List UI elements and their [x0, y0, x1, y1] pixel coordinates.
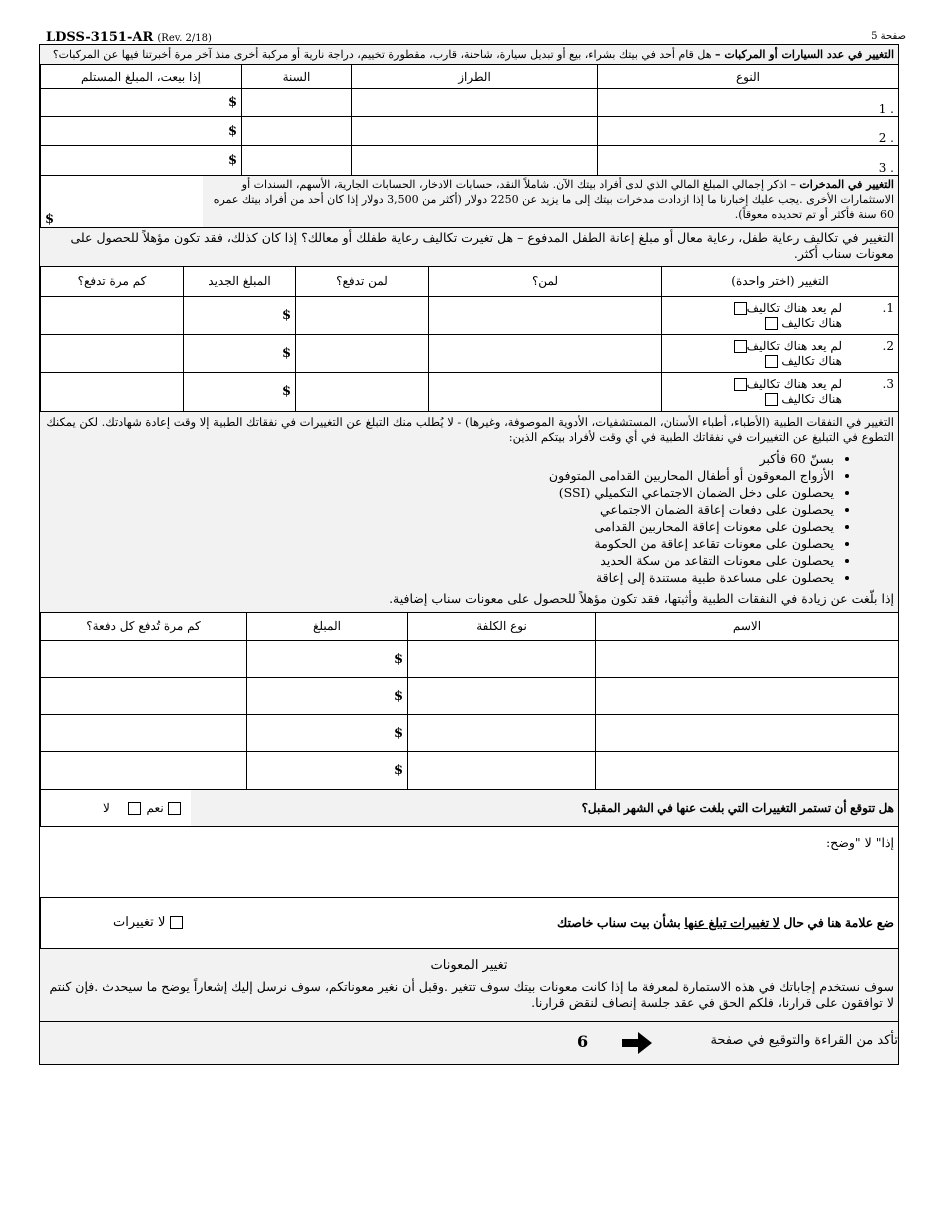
medical-amount-field[interactable]: $ — [247, 715, 408, 752]
medical-cost-type-field[interactable] — [408, 715, 596, 752]
childcare-row — [41, 373, 899, 411]
childcare-frequency-field[interactable] — [41, 297, 184, 335]
childcare-frequency-field[interactable] — [41, 335, 184, 373]
medical-col-frequency: كم مرة تُدفع كل دفعة؟ — [41, 613, 247, 641]
no-changes-label: لا تغييرات — [113, 915, 166, 930]
no-changes-checkbox[interactable] — [170, 916, 183, 929]
option-costs-checkbox[interactable] — [765, 393, 778, 406]
medical-row — [41, 641, 899, 678]
footer-text: تأكد من القراءة والتوقيع في صفحة — [710, 1032, 898, 1048]
vehicles-row-num[interactable]: . 3 — [598, 146, 899, 175]
continue-options — [41, 790, 191, 826]
medical-cost-type-field[interactable] — [408, 678, 596, 715]
yes-label: نعم — [146, 800, 164, 815]
medical-name-field[interactable] — [596, 641, 899, 678]
childcare-for-whom-field[interactable] — [429, 335, 662, 373]
vehicles-amount-field[interactable]: $ — [41, 89, 242, 117]
vehicles-row — [41, 117, 899, 146]
vehicles-model-field[interactable] — [352, 89, 598, 117]
vehicles-amount-field[interactable]: $ — [41, 146, 242, 175]
footer-page-number: 6 — [577, 1031, 589, 1051]
vehicles-model-field[interactable] — [352, 146, 598, 175]
childcare-change-cell — [662, 297, 899, 335]
benefit-change-text: سوف نستخدم إجاباتك في هذه الاستمارة لمعرفة ما إذا كانت معونات بيتك سوف تتغير .وقبل أن نغير معوناتكم، سوف نرسل إليك إشعاراً يوضح ما سيحدث .فإن كنتم لا توافقون على قرارنا، فلكم الحق في عقد جلسة إنصاف لنقض قرارنا. — [49, 978, 894, 1010]
medical-table — [40, 613, 899, 789]
medical-bullet: • يحصلون على معونات تقاعد إعاقة من الحكومة — [40, 535, 834, 552]
option-no-costs-label: لم يعد هناك تكاليف — [746, 338, 842, 353]
option-no-costs-checkbox[interactable] — [734, 378, 747, 391]
medical-intro: التغيير في النفقات الطبية (الأطباء، أطباء الأسنان، المستشفيات، الأدوية الموصوفة، وغيرها) - لا يُطلب منك التبلغ عن التغييرات في نفقاتك الطبية إلا وقت إعادة شهادتك. لكن يمكنك التطوع في التبليغ عن التغييرات في نفقاتك الطبية في أي وقت لأفراد بيتكم الذين: — [46, 414, 894, 444]
option-costs-label: هناك تكاليف — [781, 391, 842, 406]
page-label: صفحة 5 — [871, 31, 906, 42]
medical-bullet: • بسنّ 60 فأكبر — [40, 450, 834, 467]
vehicles-model-field[interactable] — [352, 117, 598, 146]
childcare-amount-field[interactable]: $ — [184, 297, 296, 335]
childcare-amount-field[interactable]: $ — [184, 373, 296, 411]
option-no-costs-label: لم يعد هناك تكاليف — [746, 300, 842, 315]
vehicles-year-field[interactable] — [242, 89, 352, 117]
option-no-costs-checkbox[interactable] — [734, 340, 747, 353]
childcare-amount-field[interactable]: $ — [184, 335, 296, 373]
medical-cost-type-field[interactable] — [408, 641, 596, 678]
vehicles-col-model: الطراز — [352, 65, 598, 89]
continue-table — [40, 790, 899, 826]
savings-text: التغيير في المدخرات – اذكر إجمالي المبلغ المالي الذي لدى أفراد بيتك الآن. شاملاً النقد، حسابات الادخار، الحسابات الجارية، الأسهم، السندات أو الاستثمارات الأخرى .يجب عليك إخبارنا ما إذا ازدادت مدخرات بيتك إلى ما يزيد عن 2250 دولار (أكثر من 3,500 دولار إذا كان أحد من أفراد بيتك عمره 60 سنة فأكثر أو تم تحديده معوقاً). — [203, 176, 899, 227]
vehicles-col-type: النوع — [598, 65, 899, 89]
medical-row — [41, 752, 899, 789]
benefit-change-title: تغيير المعونات — [430, 957, 508, 973]
childcare-pay-to-field[interactable] — [296, 335, 429, 373]
medical-name-field[interactable] — [596, 752, 899, 789]
benefit-change-section — [40, 949, 898, 1022]
childcare-intro: التغيير في تكاليف رعاية طفل، رعاية معال أو مبلغ إعانة الطفل المدفوع – هل تغيرت تكاليف رعاية طفلك أو معالك؟ إذا كان كذلك، فقد تكون مؤهلاً للحصول على معونات سناب أكثر. — [40, 228, 898, 267]
medical-bullet: • يحصلون على معونات التقاعد من سكة الحديد — [40, 552, 834, 569]
no-checkbox[interactable] — [128, 802, 141, 815]
option-costs-label: هناك تكاليف — [781, 315, 842, 330]
medical-section — [40, 412, 898, 790]
medical-row — [41, 715, 899, 752]
vehicles-col-year: السنة — [242, 65, 352, 89]
medical-amount-field[interactable]: $ — [247, 641, 408, 678]
medical-bullet-list — [40, 450, 898, 586]
vehicles-year-field[interactable] — [242, 146, 352, 175]
childcare-section — [40, 228, 898, 412]
childcare-pay-to-field[interactable] — [296, 297, 429, 335]
medical-col-amount: المبلغ — [247, 613, 408, 641]
vehicles-row — [41, 89, 899, 117]
childcare-for-whom-field[interactable] — [429, 373, 662, 411]
form-id — [46, 30, 212, 45]
medical-col-name: الاسم — [596, 613, 899, 641]
savings-amount-field[interactable]: $ — [41, 176, 203, 227]
medical-info — [40, 412, 898, 613]
form-code: LDSS-3151-AR — [46, 30, 154, 45]
no-changes-instruction: ضع علامة هنا في حال لا تغييرات تبلغ عنها بشأن بيت سناب خاصتك — [193, 898, 899, 948]
option-no-costs-label: لم يعد هناك تكاليف — [746, 376, 842, 391]
vehicles-row — [41, 146, 899, 175]
medical-amount-field[interactable]: $ — [247, 678, 408, 715]
medical-frequency-field[interactable] — [41, 641, 247, 678]
childcare-col-pay-to: لمن تدفع؟ — [296, 267, 429, 297]
vehicles-col-amount: إذا بيعت، المبلغ المستلم — [41, 65, 242, 89]
medical-row — [41, 678, 899, 715]
medical-name-field[interactable] — [596, 715, 899, 752]
explain-label: إذا" لا "وضح: — [825, 834, 894, 850]
childcare-col-new-amount: المبلغ الجديد — [184, 267, 296, 297]
medical-bullet: • الأزواج المعوقون أو أطفال المحاربين القدامى المتوفون — [40, 467, 834, 484]
childcare-table — [40, 267, 899, 411]
childcare-frequency-field[interactable] — [41, 373, 184, 411]
childcare-col-frequency: كم مرة تدفع؟ — [41, 267, 184, 297]
option-costs-checkbox[interactable] — [765, 355, 778, 368]
explain-section[interactable] — [40, 827, 898, 898]
savings-section — [40, 176, 898, 228]
no-changes-section — [40, 898, 898, 949]
childcare-for-whom-field[interactable] — [429, 297, 662, 335]
medical-frequency-field[interactable] — [41, 715, 247, 752]
no-changes-table — [40, 898, 899, 948]
vehicles-year-field[interactable] — [242, 117, 352, 146]
childcare-pay-to-field[interactable] — [296, 373, 429, 411]
medical-bullet: • يحصلون على معونات إعاقة المحاربين القدامى — [40, 518, 834, 535]
childcare-change-cell — [662, 335, 899, 373]
medical-frequency-field[interactable] — [41, 752, 247, 789]
medical-col-cost-type: نوع الكلفة — [408, 613, 596, 641]
right-arrow-icon — [620, 1030, 654, 1060]
footer-section — [40, 1022, 898, 1065]
medical-bullet: • يحصلون على دخل الضمان الاجتماعي التكميلي (SSI) — [40, 484, 834, 501]
medical-bullet: • يحصلون على دفعات إعاقة الضمان الاجتماعي — [40, 501, 834, 518]
vehicles-title: التغيير في عدد السيارات أو المركبات – هل قام أحد في بيتك بشراء، بيع أو تبديل سيارة، شاحنة، قارب، مقطورة تخييم، دراجة نارية أو مركبة أخرى منذ آخر مرة أخبرتنا فيها عن المركبات؟ — [40, 45, 898, 64]
vehicles-section — [40, 45, 898, 176]
medical-outro: إذا بلّغت عن زيادة في النفقات الطبية وأثبتها، فقد تكون مؤهلاً للحصول على معونات سناب إضافية. — [389, 590, 894, 606]
childcare-change-cell — [662, 373, 899, 411]
vehicles-table — [40, 64, 899, 175]
medical-cost-type-field[interactable] — [408, 752, 596, 789]
option-costs-label: هناك تكاليف — [781, 353, 842, 368]
yes-checkbox[interactable] — [168, 802, 181, 815]
childcare-row-num: 1. — [882, 300, 894, 315]
medical-amount-field[interactable]: $ — [247, 752, 408, 789]
savings-table — [40, 176, 899, 227]
no-label: لا — [103, 800, 110, 815]
option-no-costs-checkbox[interactable] — [734, 302, 747, 315]
vehicles-amount-field[interactable]: $ — [41, 117, 242, 146]
childcare-row-num: 3. — [882, 376, 894, 391]
medical-bullet: • يحصلون على مساعدة طبية مستندة إلى إعاقة — [40, 569, 834, 586]
medical-name-field[interactable] — [596, 678, 899, 715]
childcare-row — [41, 297, 899, 335]
option-costs-checkbox[interactable] — [765, 317, 778, 330]
form-body — [39, 44, 899, 1065]
continue-question: هل تتوقع أن تستمر التغييرات التي بلغت عنها في الشهر المقبل؟ — [191, 790, 899, 826]
vehicles-row-num[interactable]: . 1 — [598, 89, 899, 117]
form-revision: (Rev. 2/18) — [157, 33, 212, 44]
childcare-col-change: التغيير (اختر واحدة) — [662, 267, 899, 297]
continue-section — [40, 790, 898, 827]
childcare-row-num: 2. — [882, 338, 894, 353]
vehicles-row-num[interactable]: . 2 — [598, 117, 899, 146]
childcare-col-for-whom: لمن؟ — [429, 267, 662, 297]
childcare-row — [41, 335, 899, 373]
medical-frequency-field[interactable] — [41, 678, 247, 715]
no-changes-option — [41, 898, 193, 948]
